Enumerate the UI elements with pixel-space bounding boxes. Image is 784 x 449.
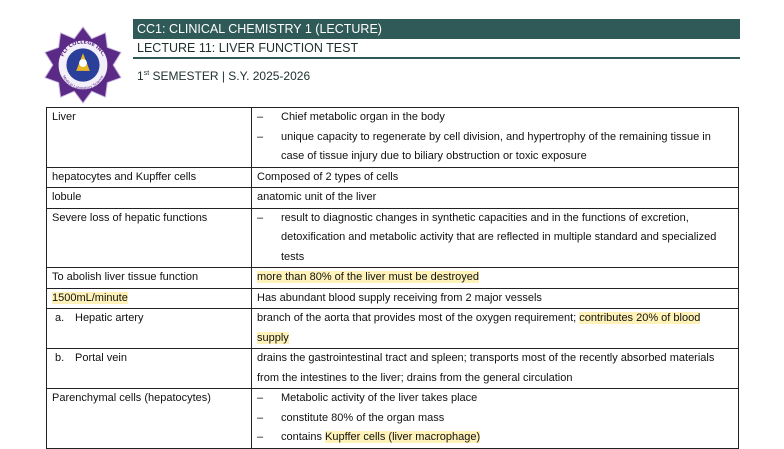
sub-item-term: Portal vein — [75, 352, 127, 364]
description-text: of the — [331, 271, 366, 283]
bullet-list — [257, 108, 733, 167]
table-row — [47, 349, 739, 389]
bullet-item — [257, 428, 733, 448]
term-cell: Parenchymal cells (hepatocytes) — [47, 389, 252, 449]
highlighted-text: Kupffer cells (liver macrophage) — [325, 431, 481, 443]
table-row — [47, 208, 739, 268]
description-cell — [252, 108, 739, 168]
table-row — [47, 288, 739, 309]
term-cell: hepatocytes and Kupffer cells — [47, 167, 252, 188]
description-cell: drains the gastrointestinal tract and spleen; transports most of the recently absorbed materials from the intestines to the liver; drains from the general circulation — [252, 349, 739, 389]
bullet-item: – Metabolic activity of the liver takes place — [257, 389, 733, 409]
sub-item-letter: b. — [55, 352, 65, 364]
bullet-list — [257, 389, 733, 448]
table-row — [47, 309, 739, 349]
sub-item-term: Hepatic artery — [75, 312, 144, 324]
term-cell — [47, 349, 252, 389]
seal-bottom-text: Medical Laboratory Science — [61, 74, 105, 91]
description-cell — [252, 389, 739, 449]
semester-ordinal: st — [143, 70, 150, 77]
highlighted-text: liver must be destroyed — [365, 271, 479, 283]
highlighted-text: more than 80% — [257, 271, 332, 283]
description-cell — [252, 268, 739, 289]
lecture-notes-table — [46, 107, 739, 449]
term-cell: To abolish liver tissue function — [47, 268, 252, 289]
bullet-list — [257, 209, 733, 268]
semester-number: 1 — [137, 69, 144, 83]
table-row — [47, 268, 739, 289]
bullet-item: – constitute 80% of the organ mass — [257, 409, 733, 429]
table-row — [47, 167, 739, 188]
description-cell — [252, 309, 739, 349]
table-row — [47, 108, 739, 168]
bullet-item: – unique capacity to regenerate by cell division, and hypertrophy of the remaining tissue in case of tissue injury due to biliary obstruction or toxic exposure — [257, 128, 733, 167]
description-cell: Composed of 2 types of cells — [252, 167, 739, 188]
term-cell: Liver — [47, 108, 252, 168]
term-cell: Severe loss of hepatic functions — [47, 208, 252, 268]
course-title: CC1: CLINICAL CHEMISTRY 1 (LECTURE) — [133, 19, 740, 39]
description-text: branch of the aorta that provides most of the oxygen requirement; — [257, 312, 580, 324]
document-header — [133, 19, 740, 83]
description-cell: anatomic unit of the liver — [252, 188, 739, 209]
sub-item-label — [52, 352, 127, 364]
bullet-text: contains — [281, 431, 326, 443]
term-cell — [47, 288, 252, 309]
college-seal-logo — [44, 26, 122, 104]
table-row — [47, 188, 739, 209]
semester-line — [133, 69, 740, 83]
bullet-item: – Chief metabolic organ in the body — [257, 108, 733, 128]
lecture-title: LECTURE 11: LIVER FUNCTION TEST — [133, 39, 740, 59]
term-cell: lobule — [47, 188, 252, 209]
term-cell — [47, 309, 252, 349]
seal-top-text: FLT COLLEGE INC. — [59, 39, 107, 58]
highlighted-term: 1500mL/minute — [52, 291, 128, 304]
semester-rest: SEMESTER | S.Y. 2025-2026 — [149, 69, 311, 83]
sub-item-label — [52, 312, 143, 324]
highlighted-text: contributes 20% of blood supply — [257, 312, 701, 344]
description-cell: Has abundant blood supply receiving from 2 major vessels — [252, 288, 739, 309]
table-row — [47, 389, 739, 449]
bullet-item: – result to diagnostic changes in synthetic capacities and in the functions of excretion, detoxification and metabolic activity that are reflected in multiple standard and specialized tests — [257, 209, 733, 268]
sub-item-letter: a. — [55, 312, 65, 324]
description-cell — [252, 208, 739, 268]
